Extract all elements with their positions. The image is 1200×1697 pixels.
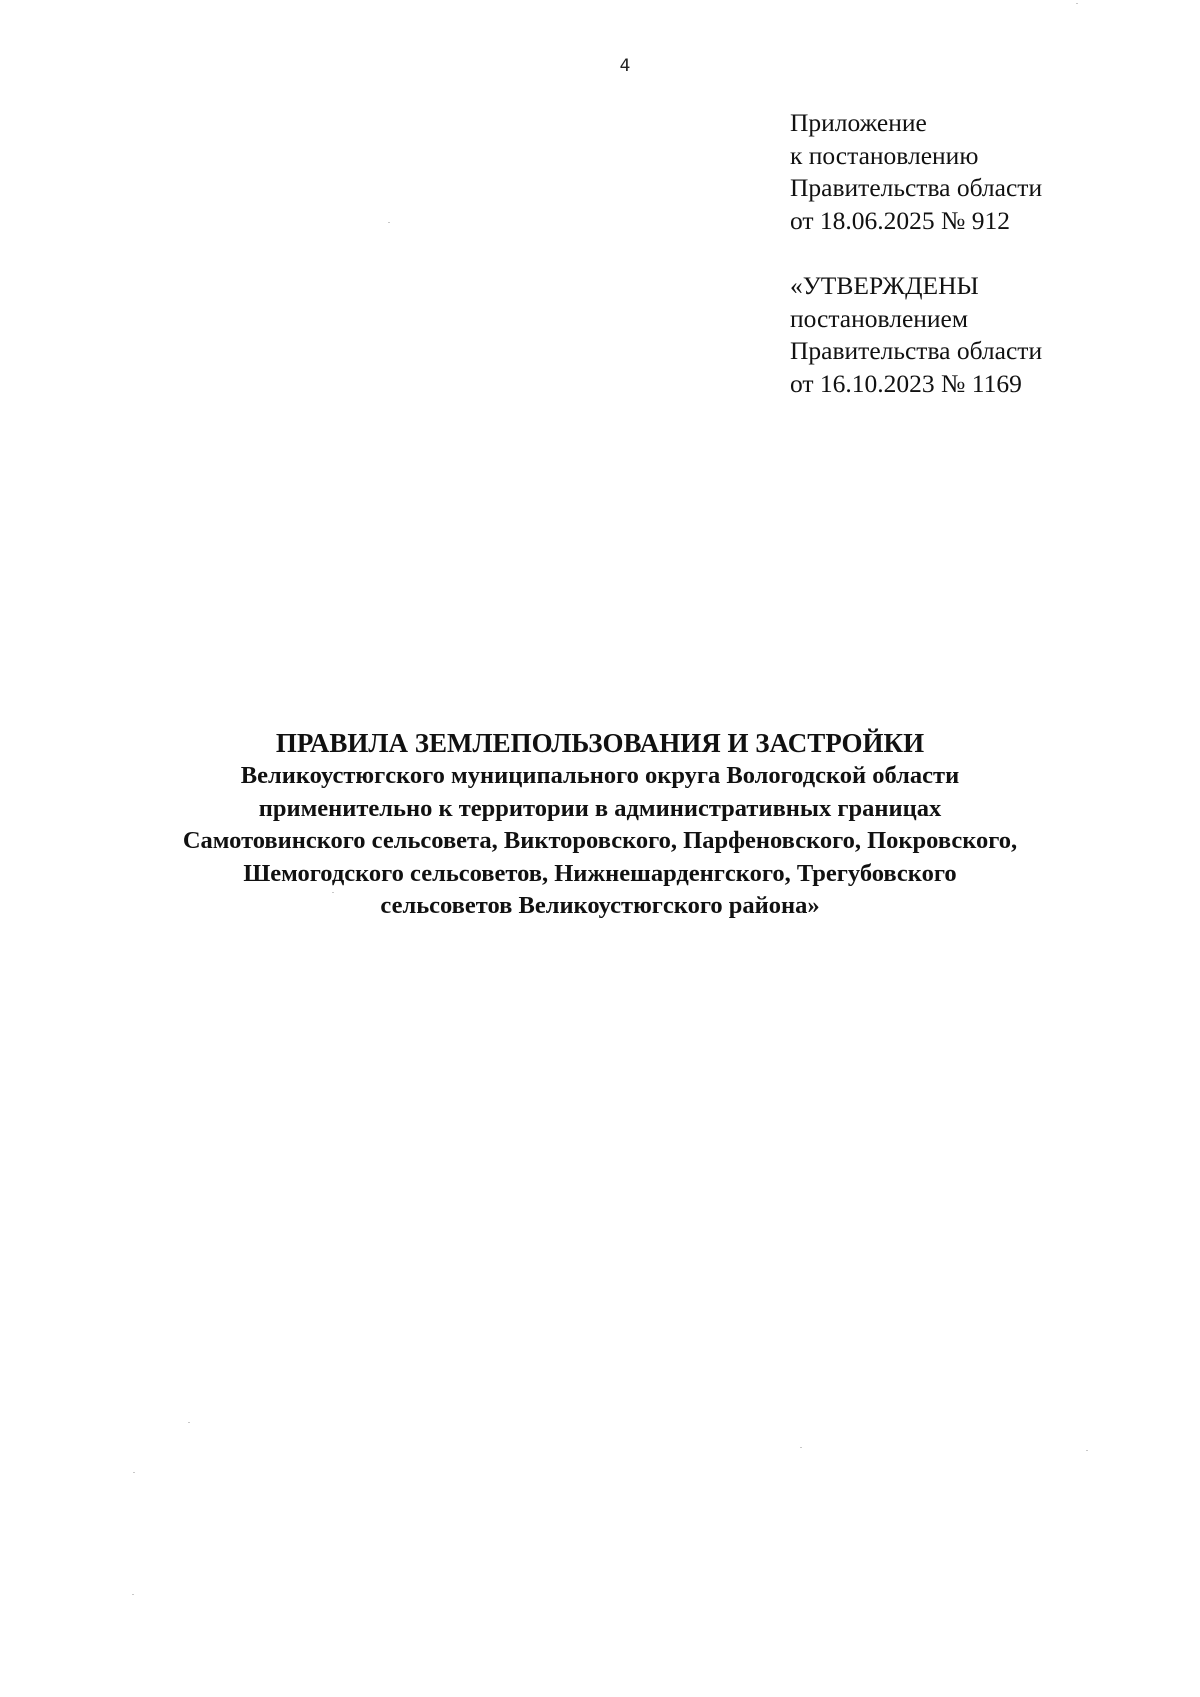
approval-stamp-text	[790, 270, 1042, 400]
title-line: сельсоветов Великоустюгского района»	[380, 892, 820, 920]
title-line: Самотовинского сельсовета, Викторовского, Парфеновского, Покровского,	[182, 827, 1018, 855]
scan-speck	[800, 1447, 802, 1448]
page-number: 4	[619, 56, 631, 76]
title-heading: ПРАВИЛА ЗЕМЛЕПОЛЬЗОВАНИЯ И ЗАСТРОЙКИ	[275, 728, 925, 758]
appendix-line: Приложение	[790, 108, 927, 137]
appendix-reference	[790, 107, 1042, 237]
scan-speck	[1086, 1450, 1088, 1451]
scan-speck	[1076, 3, 1078, 4]
document-title	[100, 726, 1100, 923]
scan-speck	[132, 1594, 134, 1595]
approved-line: от 16.10.2023 № 1169	[790, 368, 1022, 398]
appendix-line: к постановлению	[790, 140, 979, 170]
scan-speck	[188, 1422, 190, 1423]
scan-speck	[332, 892, 334, 893]
title-line: Великоустюгского муниципального округа Вологодской области	[240, 762, 960, 789]
appendix-line: Правительства области	[790, 173, 1043, 202]
approved-line: Правительства области	[790, 336, 1043, 365]
title-line: применительно к территории в административных границах	[258, 794, 942, 822]
approved-line: постановлением	[790, 303, 969, 333]
title-line: Шемогодского сельсоветов, Нижнешарденгского, Трегубовского	[243, 859, 957, 887]
scan-speck	[388, 222, 390, 223]
appendix-line: от 18.06.2025 № 912	[790, 205, 1011, 235]
scan-speck	[133, 1472, 135, 1473]
approved-line: «УТВЕРЖДЕНЫ	[790, 271, 979, 300]
